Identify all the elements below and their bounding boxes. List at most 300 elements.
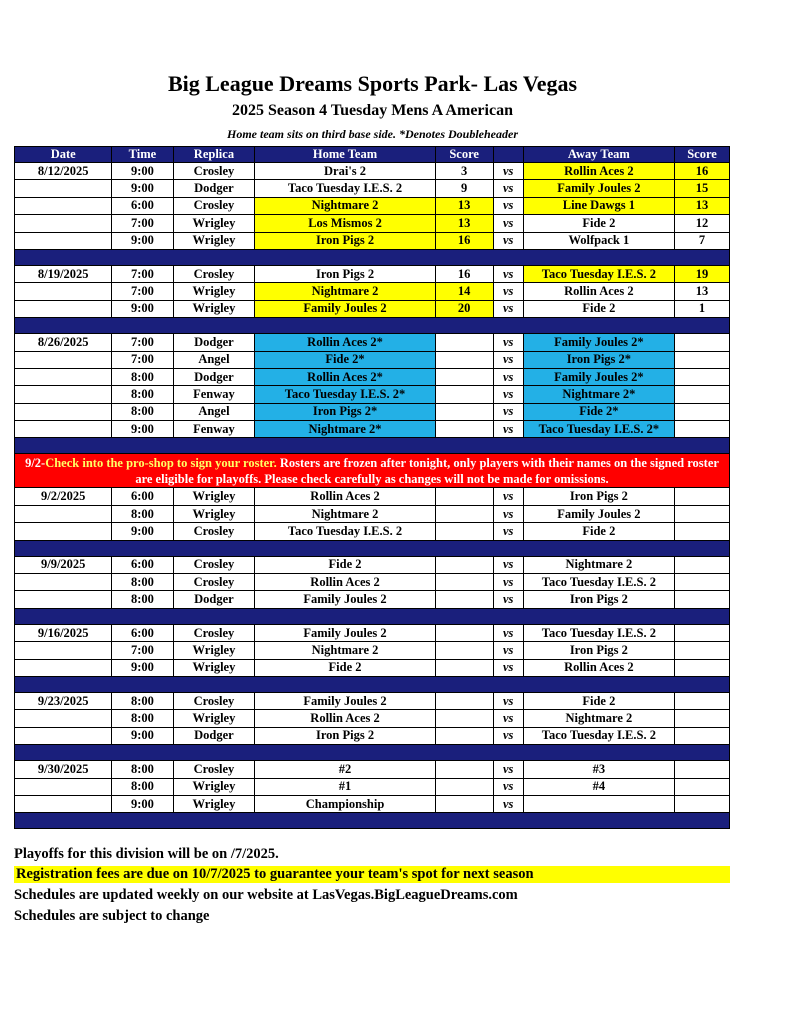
away-team: Taco Tuesday I.E.S. 2 — [523, 727, 674, 744]
home-score — [435, 727, 493, 744]
away-team: Family Joules 2 — [523, 505, 674, 522]
away-score: 15 — [675, 180, 730, 197]
game-date — [15, 778, 112, 795]
away-team: #3 — [523, 761, 674, 778]
game-time: 9:00 — [112, 180, 173, 197]
game-row — [15, 591, 730, 608]
away-score — [675, 334, 730, 351]
game-row — [15, 180, 730, 197]
page-title: Big League Dreams Sports Park- Las Vegas — [167, 71, 578, 96]
away-team: Fide 2 — [523, 215, 674, 232]
home-score: 3 — [435, 163, 493, 180]
game-row — [15, 659, 730, 676]
game-replica: Crosley — [173, 523, 255, 540]
home-score — [435, 778, 493, 795]
game-time: 9:00 — [112, 727, 173, 744]
game-time: 7:00 — [112, 351, 173, 368]
game-date — [15, 403, 112, 420]
game-time: 6:00 — [112, 556, 173, 573]
game-date — [15, 710, 112, 727]
week-separator — [15, 745, 730, 761]
game-date: 8/26/2025 — [15, 334, 112, 351]
game-date — [15, 215, 112, 232]
home-team: Iron Pigs 2 — [255, 265, 435, 282]
game-replica: Wrigley — [173, 283, 255, 300]
game-time: 7:00 — [112, 265, 173, 282]
game-replica: Crosley — [173, 574, 255, 591]
game-time: 8:00 — [112, 574, 173, 591]
game-replica: Wrigley — [173, 778, 255, 795]
separator-bar — [15, 318, 730, 334]
away-score — [675, 591, 730, 608]
notice-rest: Rosters are frozen after tonight, only players with their names on the signed roster are eligible for playoffs. Please check carefully as changes will not be made for omissions. — [135, 455, 719, 486]
game-row — [15, 403, 730, 420]
separator-bar — [15, 540, 730, 556]
col-home-team: Home Team — [255, 147, 435, 163]
home-score: 9 — [435, 180, 493, 197]
game-date: 8/19/2025 — [15, 265, 112, 282]
away-score: 13 — [675, 283, 730, 300]
game-replica: Wrigley — [173, 505, 255, 522]
vs-label: vs — [493, 692, 523, 709]
game-replica: Dodger — [173, 591, 255, 608]
game-date — [15, 523, 112, 540]
game-row — [15, 421, 730, 438]
playoffs-note: Playoffs for this division will be on /7/2025. — [14, 846, 279, 862]
game-date: 9/30/2025 — [15, 761, 112, 778]
home-team: Iron Pigs 2 — [255, 727, 435, 744]
away-score: 1 — [675, 300, 730, 317]
game-time: 9:00 — [112, 421, 173, 438]
game-row — [15, 283, 730, 300]
game-time: 6:00 — [112, 488, 173, 505]
game-replica: Dodger — [173, 727, 255, 744]
game-time: 9:00 — [112, 795, 173, 812]
home-score — [435, 421, 493, 438]
vs-label: vs — [493, 232, 523, 249]
col-home-score: Score — [435, 147, 493, 163]
game-time: 8:00 — [112, 591, 173, 608]
game-date: 9/9/2025 — [15, 556, 112, 573]
game-replica: Angel — [173, 351, 255, 368]
game-date — [15, 591, 112, 608]
home-score — [435, 368, 493, 385]
away-score — [675, 778, 730, 795]
game-row — [15, 710, 730, 727]
col-time: Time — [112, 147, 173, 163]
home-team: Nightmare 2 — [255, 505, 435, 522]
game-replica: Dodger — [173, 180, 255, 197]
away-team: Fide 2 — [523, 300, 674, 317]
game-date — [15, 368, 112, 385]
game-replica: Crosley — [173, 556, 255, 573]
away-team: Iron Pigs 2* — [523, 351, 674, 368]
home-score — [435, 556, 493, 573]
home-score — [435, 523, 493, 540]
game-row — [15, 624, 730, 641]
game-row — [15, 556, 730, 573]
schedule-table — [14, 146, 730, 829]
game-replica: Crosley — [173, 163, 255, 180]
roster-notice — [15, 454, 730, 488]
game-date: 8/12/2025 — [15, 163, 112, 180]
game-date — [15, 197, 112, 214]
home-team: Family Joules 2 — [255, 591, 435, 608]
vs-label: vs — [493, 283, 523, 300]
away-score — [675, 761, 730, 778]
game-replica: Crosley — [173, 692, 255, 709]
game-date — [15, 283, 112, 300]
away-score — [675, 659, 730, 676]
vs-label: vs — [493, 574, 523, 591]
game-time: 9:00 — [112, 163, 173, 180]
game-row — [15, 215, 730, 232]
away-score: 7 — [675, 232, 730, 249]
col-vs — [493, 147, 523, 163]
away-team: Fide 2 — [523, 692, 674, 709]
schedule-body — [15, 163, 730, 829]
game-row — [15, 642, 730, 659]
separator-bar — [15, 676, 730, 692]
game-time: 9:00 — [112, 300, 173, 317]
home-team: Nightmare 2 — [255, 197, 435, 214]
game-row — [15, 163, 730, 180]
game-date — [15, 300, 112, 317]
game-time: 8:00 — [112, 778, 173, 795]
game-replica: Wrigley — [173, 232, 255, 249]
game-replica: Dodger — [173, 334, 255, 351]
game-replica: Fenway — [173, 421, 255, 438]
game-date — [15, 351, 112, 368]
vs-label: vs — [493, 624, 523, 641]
away-team: Rollin Aces 2 — [523, 283, 674, 300]
vs-label: vs — [493, 180, 523, 197]
vs-label: vs — [493, 795, 523, 812]
vs-label: vs — [493, 334, 523, 351]
home-team: Family Joules 2 — [255, 692, 435, 709]
separator-bar — [15, 249, 730, 265]
game-date — [15, 727, 112, 744]
game-replica: Fenway — [173, 386, 255, 403]
header-row — [15, 147, 730, 163]
home-team: Family Joules 2 — [255, 624, 435, 641]
home-team: Iron Pigs 2* — [255, 403, 435, 420]
home-team: Iron Pigs 2 — [255, 232, 435, 249]
game-date — [15, 386, 112, 403]
game-row — [15, 574, 730, 591]
vs-label: vs — [493, 386, 523, 403]
away-team — [523, 795, 674, 812]
game-row — [15, 692, 730, 709]
week-separator — [15, 540, 730, 556]
home-score — [435, 795, 493, 812]
vs-label: vs — [493, 710, 523, 727]
home-team: Nightmare 2 — [255, 642, 435, 659]
home-team: Family Joules 2 — [255, 300, 435, 317]
game-replica: Wrigley — [173, 659, 255, 676]
home-team: Drai's 2 — [255, 163, 435, 180]
home-team: Los Mismos 2 — [255, 215, 435, 232]
home-score — [435, 642, 493, 659]
home-team: Fide 2 — [255, 659, 435, 676]
game-row — [15, 778, 730, 795]
home-score — [435, 591, 493, 608]
away-team: Taco Tuesday I.E.S. 2 — [523, 624, 674, 641]
game-replica: Wrigley — [173, 300, 255, 317]
vs-label: vs — [493, 505, 523, 522]
away-score — [675, 368, 730, 385]
home-team: Championship — [255, 795, 435, 812]
home-score — [435, 761, 493, 778]
home-score — [435, 624, 493, 641]
game-row — [15, 523, 730, 540]
game-row — [15, 386, 730, 403]
game-date — [15, 574, 112, 591]
away-team: Nightmare 2* — [523, 386, 674, 403]
separator-bar — [15, 438, 730, 454]
schedule-note: Home team sits on third base side. *Denotes Doubleheader — [227, 127, 518, 141]
week-separator — [15, 676, 730, 692]
game-date — [15, 505, 112, 522]
away-team: Rollin Aces 2 — [523, 659, 674, 676]
away-score — [675, 692, 730, 709]
away-team: Family Joules 2* — [523, 334, 674, 351]
away-score: 16 — [675, 163, 730, 180]
notice-highlight: Check into the pro-shop to sign your roster. — [45, 455, 277, 470]
away-team: Iron Pigs 2 — [523, 488, 674, 505]
vs-label: vs — [493, 368, 523, 385]
away-score: 12 — [675, 215, 730, 232]
game-replica: Wrigley — [173, 215, 255, 232]
home-score — [435, 488, 493, 505]
away-team: Nightmare 2 — [523, 556, 674, 573]
subject-note: Schedules are subject to change — [14, 908, 210, 924]
home-team: Taco Tuesday I.E.S. 2 — [255, 180, 435, 197]
game-time: 8:00 — [112, 761, 173, 778]
game-time: 7:00 — [112, 283, 173, 300]
home-score: 16 — [435, 232, 493, 249]
away-score — [675, 505, 730, 522]
home-team: #1 — [255, 778, 435, 795]
game-time: 6:00 — [112, 624, 173, 641]
away-score — [675, 556, 730, 573]
home-score — [435, 574, 493, 591]
game-time: 8:00 — [112, 505, 173, 522]
home-team: Fide 2 — [255, 556, 435, 573]
away-score — [675, 386, 730, 403]
website-note: Schedules are updated weekly on our website at LasVegas.BigLeagueDreams.com — [14, 887, 518, 903]
vs-label: vs — [493, 403, 523, 420]
away-score: 19 — [675, 265, 730, 282]
away-team: Taco Tuesday I.E.S. 2 — [523, 265, 674, 282]
game-row — [15, 351, 730, 368]
away-score: 13 — [675, 197, 730, 214]
home-score: 13 — [435, 215, 493, 232]
game-time: 8:00 — [112, 368, 173, 385]
vs-label: vs — [493, 351, 523, 368]
page-subtitle: 2025 Season 4 Tuesday Mens A American — [232, 102, 513, 119]
vs-label: vs — [493, 300, 523, 317]
game-replica: Crosley — [173, 761, 255, 778]
away-team: Iron Pigs 2 — [523, 591, 674, 608]
week-separator — [15, 438, 730, 454]
home-score — [435, 505, 493, 522]
week-separator — [15, 813, 730, 829]
home-score — [435, 692, 493, 709]
col-date: Date — [15, 147, 112, 163]
home-score — [435, 334, 493, 351]
week-separator — [15, 318, 730, 334]
home-team: Taco Tuesday I.E.S. 2* — [255, 386, 435, 403]
game-replica: Wrigley — [173, 488, 255, 505]
col-away-score: Score — [675, 147, 730, 163]
game-date — [15, 232, 112, 249]
away-score — [675, 710, 730, 727]
vs-label: vs — [493, 591, 523, 608]
game-replica: Wrigley — [173, 795, 255, 812]
game-row — [15, 300, 730, 317]
home-team: Rollin Aces 2 — [255, 574, 435, 591]
game-date — [15, 642, 112, 659]
game-replica: Wrigley — [173, 642, 255, 659]
home-team: Nightmare 2* — [255, 421, 435, 438]
game-date: 9/23/2025 — [15, 692, 112, 709]
game-time: 8:00 — [112, 386, 173, 403]
home-score — [435, 403, 493, 420]
game-row — [15, 197, 730, 214]
col-away-team: Away Team — [523, 147, 674, 163]
game-row — [15, 368, 730, 385]
game-row — [15, 334, 730, 351]
vs-label: vs — [493, 659, 523, 676]
away-score — [675, 795, 730, 812]
game-row — [15, 265, 730, 282]
game-row — [15, 727, 730, 744]
game-row — [15, 505, 730, 522]
away-team: Line Dawgs 1 — [523, 197, 674, 214]
home-team: Fide 2* — [255, 351, 435, 368]
col-replica: Replica — [173, 147, 255, 163]
home-team: #2 — [255, 761, 435, 778]
home-team: Nightmare 2 — [255, 283, 435, 300]
away-team: Iron Pigs 2 — [523, 642, 674, 659]
game-replica: Crosley — [173, 624, 255, 641]
game-time: 7:00 — [112, 334, 173, 351]
game-time: 9:00 — [112, 523, 173, 540]
home-score: 13 — [435, 197, 493, 214]
vs-label: vs — [493, 642, 523, 659]
separator-bar — [15, 745, 730, 761]
vs-label: vs — [493, 197, 523, 214]
game-replica: Angel — [173, 403, 255, 420]
away-score — [675, 523, 730, 540]
vs-label: vs — [493, 488, 523, 505]
game-row — [15, 795, 730, 812]
home-team: Rollin Aces 2 — [255, 488, 435, 505]
game-time: 8:00 — [112, 403, 173, 420]
game-replica: Crosley — [173, 197, 255, 214]
game-time: 6:00 — [112, 197, 173, 214]
home-score — [435, 710, 493, 727]
game-time: 8:00 — [112, 692, 173, 709]
home-score — [435, 351, 493, 368]
away-team: Rollin Aces 2 — [523, 163, 674, 180]
away-team: Fide 2* — [523, 403, 674, 420]
home-score: 16 — [435, 265, 493, 282]
away-score — [675, 574, 730, 591]
game-row — [15, 232, 730, 249]
away-score — [675, 488, 730, 505]
away-team: Wolfpack 1 — [523, 232, 674, 249]
vs-label: vs — [493, 265, 523, 282]
notice-lead: 9/2- — [25, 455, 46, 470]
away-score — [675, 727, 730, 744]
game-row — [15, 488, 730, 505]
away-team: #4 — [523, 778, 674, 795]
vs-label: vs — [493, 727, 523, 744]
week-separator — [15, 608, 730, 624]
away-score — [675, 642, 730, 659]
separator-bar — [15, 608, 730, 624]
vs-label: vs — [493, 556, 523, 573]
separator-bar — [15, 813, 730, 829]
away-score — [675, 421, 730, 438]
away-team: Taco Tuesday I.E.S. 2 — [523, 574, 674, 591]
roster-notice-text — [15, 454, 730, 488]
game-time: 8:00 — [112, 710, 173, 727]
game-time: 9:00 — [112, 659, 173, 676]
game-date — [15, 421, 112, 438]
game-replica: Wrigley — [173, 710, 255, 727]
registration-note: Registration fees are due on 10/7/2025 to guarantee your team's spot for next season — [14, 866, 730, 883]
away-score — [675, 403, 730, 420]
vs-label: vs — [493, 778, 523, 795]
away-team: Taco Tuesday I.E.S. 2* — [523, 421, 674, 438]
game-date — [15, 659, 112, 676]
game-time: 7:00 — [112, 215, 173, 232]
vs-label: vs — [493, 163, 523, 180]
game-row — [15, 761, 730, 778]
home-score: 14 — [435, 283, 493, 300]
away-team: Nightmare 2 — [523, 710, 674, 727]
game-time: 9:00 — [112, 232, 173, 249]
vs-label: vs — [493, 761, 523, 778]
game-date: 9/2/2025 — [15, 488, 112, 505]
home-score — [435, 386, 493, 403]
vs-label: vs — [493, 523, 523, 540]
game-date — [15, 180, 112, 197]
home-score: 20 — [435, 300, 493, 317]
game-date: 9/16/2025 — [15, 624, 112, 641]
home-team: Rollin Aces 2 — [255, 710, 435, 727]
home-team: Taco Tuesday I.E.S. 2 — [255, 523, 435, 540]
home-score — [435, 659, 493, 676]
week-separator — [15, 249, 730, 265]
home-team: Rollin Aces 2* — [255, 368, 435, 385]
away-team: Fide 2 — [523, 523, 674, 540]
game-replica: Dodger — [173, 368, 255, 385]
game-time: 7:00 — [112, 642, 173, 659]
vs-label: vs — [493, 215, 523, 232]
vs-label: vs — [493, 421, 523, 438]
away-team: Family Joules 2 — [523, 180, 674, 197]
away-team: Family Joules 2* — [523, 368, 674, 385]
game-date — [15, 795, 112, 812]
away-score — [675, 351, 730, 368]
home-team: Rollin Aces 2* — [255, 334, 435, 351]
away-score — [675, 624, 730, 641]
game-replica: Crosley — [173, 265, 255, 282]
